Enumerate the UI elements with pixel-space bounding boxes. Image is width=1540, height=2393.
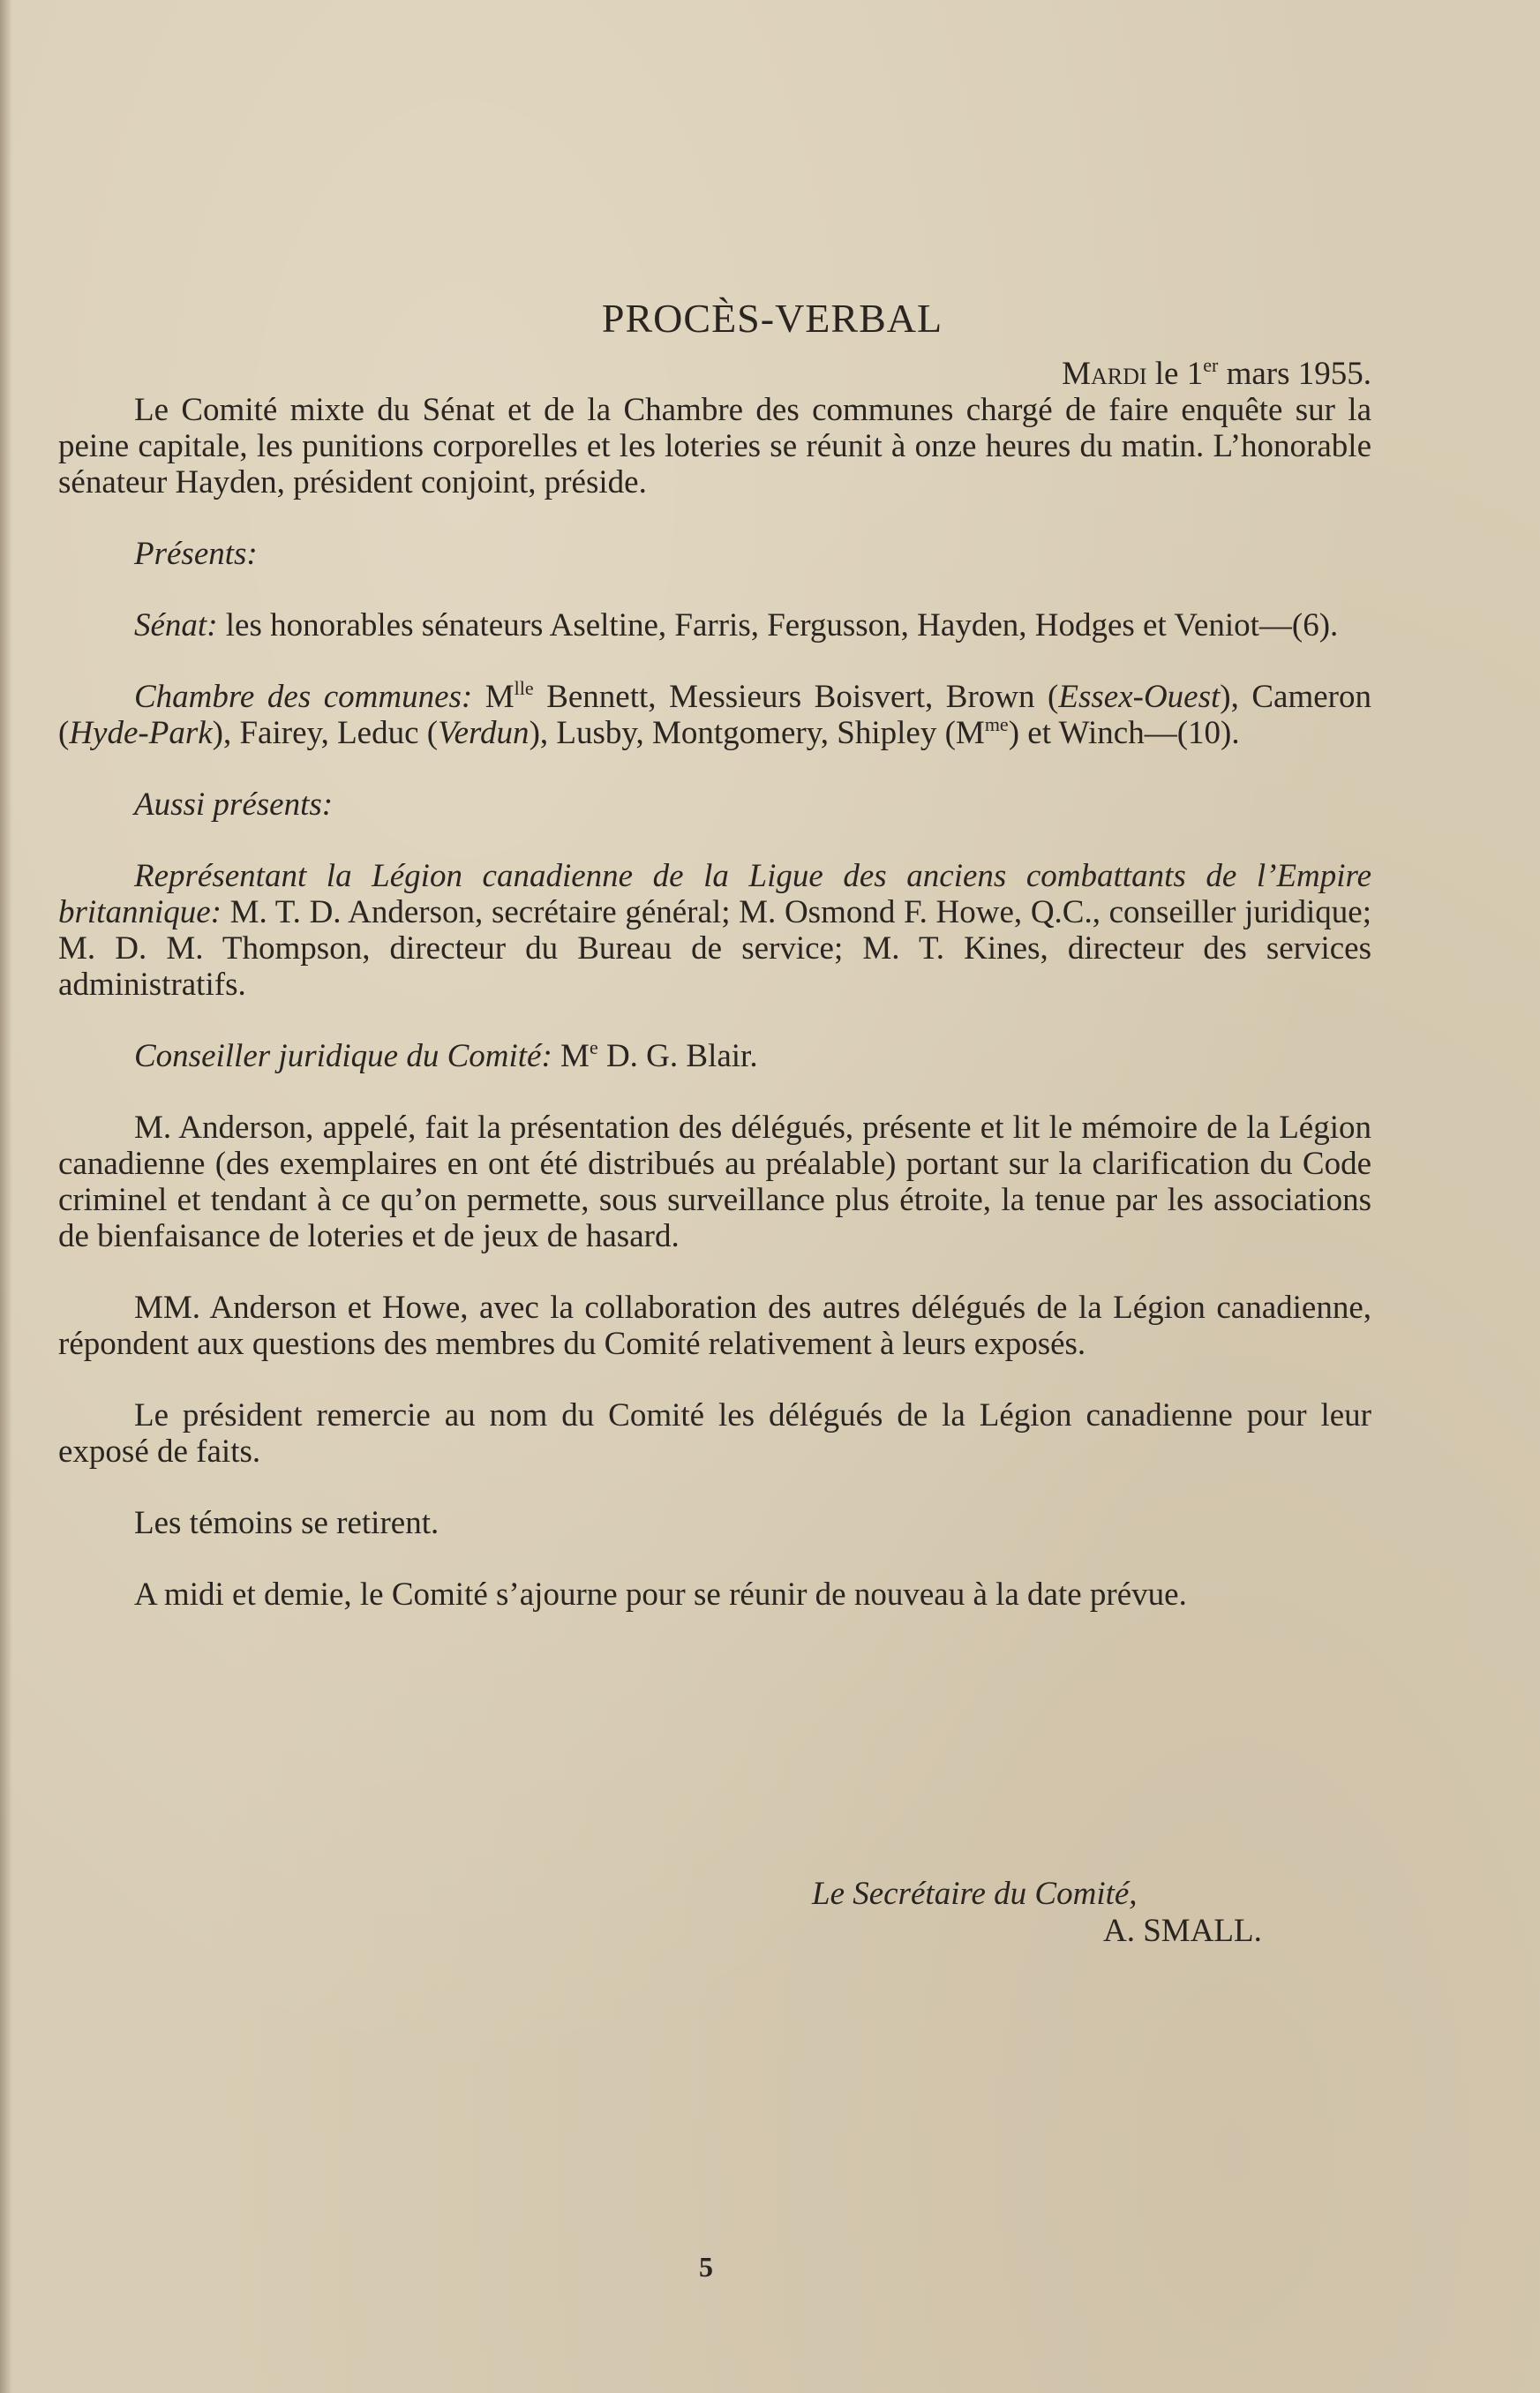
riding-hyde-park: Hyde-Park (69, 715, 213, 751)
conseiller-m: M (552, 1038, 590, 1074)
midi-paragraph: A midi et demie, le Comité s’ajourne pour se réunir de nouveau à la date prévue. (134, 1577, 1187, 1613)
chambre-m: M (472, 679, 515, 715)
representant-label: Représentant la Légion canadienne de la Ligue des anciens combattants de l’Empire britannique: (58, 858, 1371, 930)
page-number: 5 (699, 2251, 713, 2283)
chambre-part2: ), Cameron ( (58, 679, 1371, 751)
riding-essex-ouest: Essex-Ouest (1058, 679, 1221, 715)
chambre-paragraph (58, 679, 1371, 751)
chambre-sup-lle: lle (514, 677, 534, 699)
date-part-a: le 1 (1146, 356, 1204, 392)
chambre-part5: ) et Winch—(10). (1008, 715, 1240, 751)
senat-paragraph (58, 607, 1371, 643)
riding-verdun: Verdun (438, 715, 530, 751)
chambre-part1: Bennett, Messieurs Boisvert, Brown ( (533, 679, 1059, 715)
senat-label: Sénat: (134, 607, 218, 643)
conseiller-label: Conseiller juridique du Comité: (134, 1038, 552, 1074)
date-sup: er (1203, 354, 1219, 376)
senat-text: les honorables sénateurs Aseltine, Farris, Fergusson, Hayden, Hodges et Veniot—(6). (217, 607, 1339, 643)
aussi-label: Aussi présents: (134, 786, 334, 823)
representant-text: M. T. D. Anderson, secrétaire général; M. Osmond F. Howe, Q.C., conseiller juridique; M. D. M. Thompson, directeur du Bureau de service; M. T. Kines, directeur des services administratifs. (58, 894, 1371, 1003)
page-title: PROCÈS-VERBAL (601, 296, 943, 341)
chambre-label: Chambre des communes: (134, 679, 473, 715)
page-edge-shadow (0, 0, 12, 2393)
presents-heading (58, 536, 1371, 572)
conseiller-paragraph (58, 1038, 1371, 1074)
signature-role: Le Secrétaire du Comité, (812, 1876, 1138, 1912)
minutes-body (58, 296, 1371, 1648)
chambre-part4: ), Lusby, Montgomery, Shipley (M (529, 715, 985, 751)
aussi-heading (58, 786, 1371, 823)
representant-paragraph (58, 858, 1371, 1003)
president-paragraph: Le président remercie au nom du Comité les délégués de la Légion canadienne pour leur exposé de faits. (58, 1397, 1371, 1470)
mm-paragraph: MM. Anderson et Howe, avec la collaboration des autres délégués de la Légion canadienne, répondent aux questions des membres du Comité relativement à leurs exposés. (58, 1290, 1371, 1362)
presents-label: Présents: (134, 536, 258, 572)
conseiller-sup: e (589, 1036, 598, 1058)
meeting-date (58, 356, 1371, 392)
chambre-part3: ), Fairey, Leduc ( (212, 715, 439, 751)
chambre-sup-me: me (984, 713, 1009, 735)
date-part-b: mars 1955. (1218, 356, 1371, 392)
signature-block (812, 1876, 1262, 1950)
conseiller-text: D. G. Blair. (597, 1038, 758, 1074)
temoins-paragraph: Les témoins se retirent. (134, 1505, 439, 1541)
date-weekday: Mardi (1062, 356, 1147, 392)
intro-paragraph: Le Comité mixte du Sénat et de la Chambre des communes chargé de faire enquête sur la peine capitale, les punitions corporelles et les loteries se réunit à onze heures du matin. L’honorable sénateur Hayden, président conjoint, préside. (58, 392, 1371, 500)
signature-name: A. SMALL. (1103, 1913, 1262, 1949)
anderson-paragraph: M. Anderson, appelé, fait la présentation des délégués, présente et lit le mémoire de la Légion canadienne (des exemplaires en ont été distribués au préalable) portant sur la clarification du Code criminel et tendant à ce qu’on permette, sous surveillance plus étroite, la tenue par les associations de bienfaisance de loteries et de jeux de hasard. (58, 1110, 1371, 1254)
